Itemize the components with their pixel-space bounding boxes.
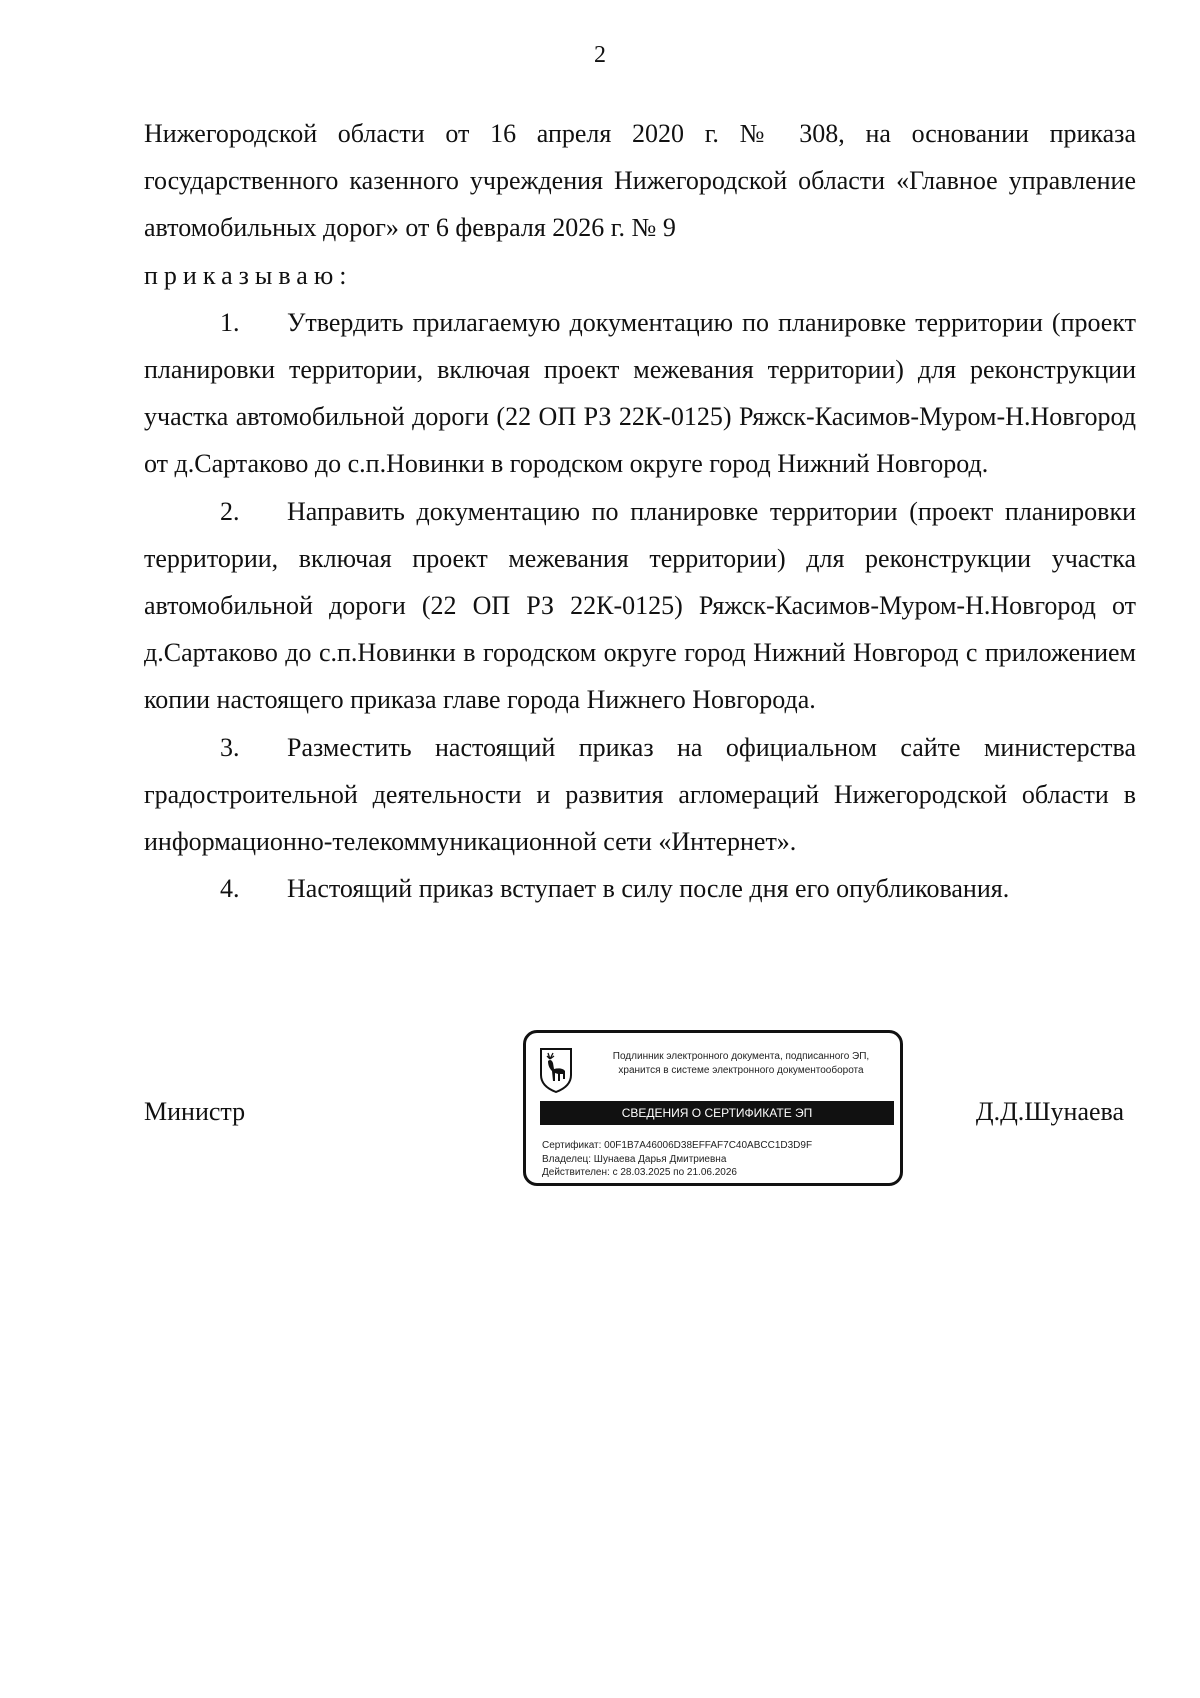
order-item-3 bbox=[144, 724, 1136, 866]
item-number: 4. bbox=[220, 874, 240, 904]
electronic-signature-stamp bbox=[523, 1030, 903, 1186]
item-number: 3. bbox=[220, 732, 240, 762]
item-text: Утвердить прилагаемую документацию по планировке территории (проект планировки территории, включая проект межевания территории) для реконструкции участка автомобильной дороги (22 ОП РЗ 22К-0125) Ряжск-Касимов-Муром-Н.Новгород от д.Сартаково до с.п.Новинки в городском округе город Нижний Новгород. bbox=[144, 307, 1136, 479]
signatory-name: Д.Д.Шунаева bbox=[975, 1097, 1124, 1126]
item-number: 1. bbox=[220, 307, 240, 337]
certificate-info-title: СВЕДЕНИЯ О СЕРТИФИКАТЕ ЭП bbox=[540, 1101, 894, 1125]
item-number: 2. bbox=[220, 496, 240, 526]
certificate-details bbox=[542, 1139, 896, 1180]
stamp-header-line: хранится в системе электронного документооборота bbox=[618, 1065, 864, 1076]
certificate-owner: Владелец: Шунаева Дарья Дмитриевна bbox=[542, 1153, 727, 1165]
deer-coat-of-arms-icon bbox=[538, 1047, 574, 1093]
order-item-2 bbox=[144, 488, 1136, 724]
stamp-header bbox=[586, 1050, 896, 1078]
item-text: Настоящий приказ вступает в силу после дня его опубликования. bbox=[287, 874, 1010, 904]
certificate-number: Сертификат: 00F1B7A46006D38EFFAF7C40ABCC1D3D9F bbox=[542, 1140, 813, 1151]
order-word: приказываю: bbox=[144, 260, 353, 290]
item-text: Направить документацию по планировке территории (проект планировки территории, включая проект межевания территории) для реконструкции участка автомобильной дороги (22 ОП РЗ 22К-0125) Ряжск-Касимов-Муром-Н.Новгород от д.Сартаково до с.п.Новинки в городском округе город Нижний Новгород с приложением копии настоящего приказа главе города Нижнего Новгорода. bbox=[144, 496, 1136, 715]
signatory-position: Министр bbox=[144, 1097, 246, 1126]
certificate-validity: Действителен: с 28.03.2025 по 21.06.2026 bbox=[542, 1167, 737, 1178]
order-item-1 bbox=[144, 299, 1136, 488]
document-body bbox=[144, 110, 1136, 912]
intro-paragraph: Нижегородской области от 16 апреля 2020 г. № 308, на основании приказа государственного казенного учреждения Нижегородской области «Главное управление автомобильных дорог» от 6 февраля 2026 г. № 9 bbox=[144, 119, 1136, 243]
stamp-header-line: Подлинник электронного документа, подписанного ЭП, bbox=[612, 1051, 870, 1062]
order-item-4 bbox=[144, 865, 1136, 912]
page-number: 2 bbox=[594, 42, 606, 68]
item-text: Разместить настоящий приказ на официальном сайте министерства градостроительной деятельности и развития агломераций Нижегородской области в информационно-телекоммуникационной сети «Интернет». bbox=[144, 732, 1136, 857]
